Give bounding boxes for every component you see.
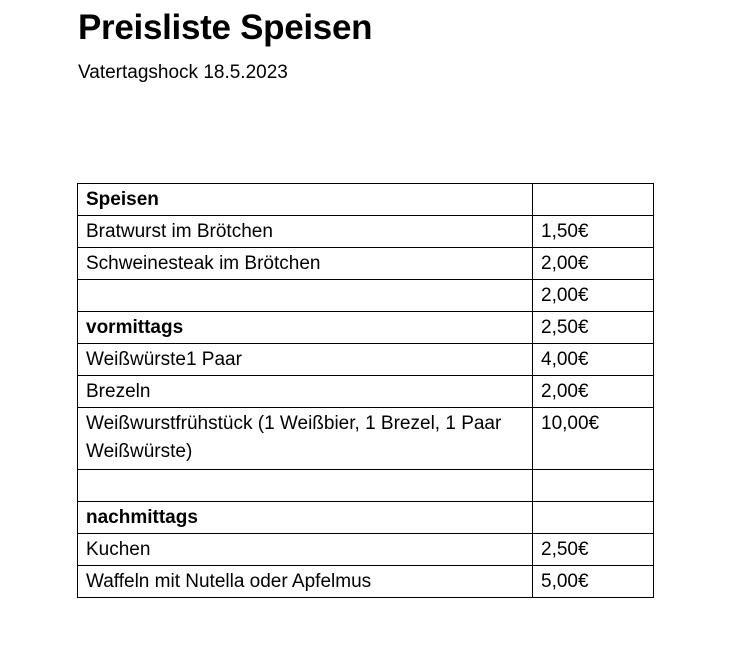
item-name bbox=[78, 470, 533, 502]
price-table bbox=[77, 183, 654, 598]
item-price: 5,00€ bbox=[533, 566, 654, 598]
item-price bbox=[533, 184, 654, 216]
item-price: 10,00€ bbox=[533, 408, 654, 470]
item-price bbox=[533, 502, 654, 534]
item-price bbox=[533, 470, 654, 502]
document-title: Preisliste Speisen bbox=[78, 8, 373, 47]
item-price: 2,50€ bbox=[533, 534, 654, 566]
item-name: Bratwurst im Brötchen bbox=[78, 216, 533, 248]
table-row bbox=[78, 376, 654, 408]
item-name: nachmittags bbox=[78, 502, 533, 534]
item-price: 4,00€ bbox=[533, 344, 654, 376]
item-name: Speisen bbox=[78, 184, 533, 216]
table-row bbox=[78, 470, 654, 502]
item-name: Weißwurstfrühstück (1 Weißbier, 1 Brezel, 1 Paar Weißwürste) bbox=[78, 408, 533, 470]
item-name: Brezeln bbox=[78, 376, 533, 408]
table-row bbox=[78, 566, 654, 598]
item-name: Waffeln mit Nutella oder Apfelmus bbox=[78, 566, 533, 598]
item-name: Weißwürste1 Paar bbox=[78, 344, 533, 376]
table-row bbox=[78, 280, 654, 312]
table-row bbox=[78, 502, 654, 534]
item-name: Schweinesteak im Brötchen bbox=[78, 248, 533, 280]
table-row bbox=[78, 312, 654, 344]
table-row bbox=[78, 344, 654, 376]
item-name: Kuchen bbox=[78, 534, 533, 566]
table-row bbox=[78, 534, 654, 566]
document-subtitle: Vatertagshock 18.5.2023 bbox=[78, 62, 288, 83]
item-price: 2,00€ bbox=[533, 248, 654, 280]
item-name: vormittags bbox=[78, 312, 533, 344]
item-price: 1,50€ bbox=[533, 216, 654, 248]
table-row bbox=[78, 216, 654, 248]
item-price: 2,50€ bbox=[533, 312, 654, 344]
table-row bbox=[78, 248, 654, 280]
item-price: 2,00€ bbox=[533, 280, 654, 312]
table-row bbox=[78, 184, 654, 216]
table-row bbox=[78, 408, 654, 470]
item-price: 2,00€ bbox=[533, 376, 654, 408]
item-name bbox=[78, 280, 533, 312]
